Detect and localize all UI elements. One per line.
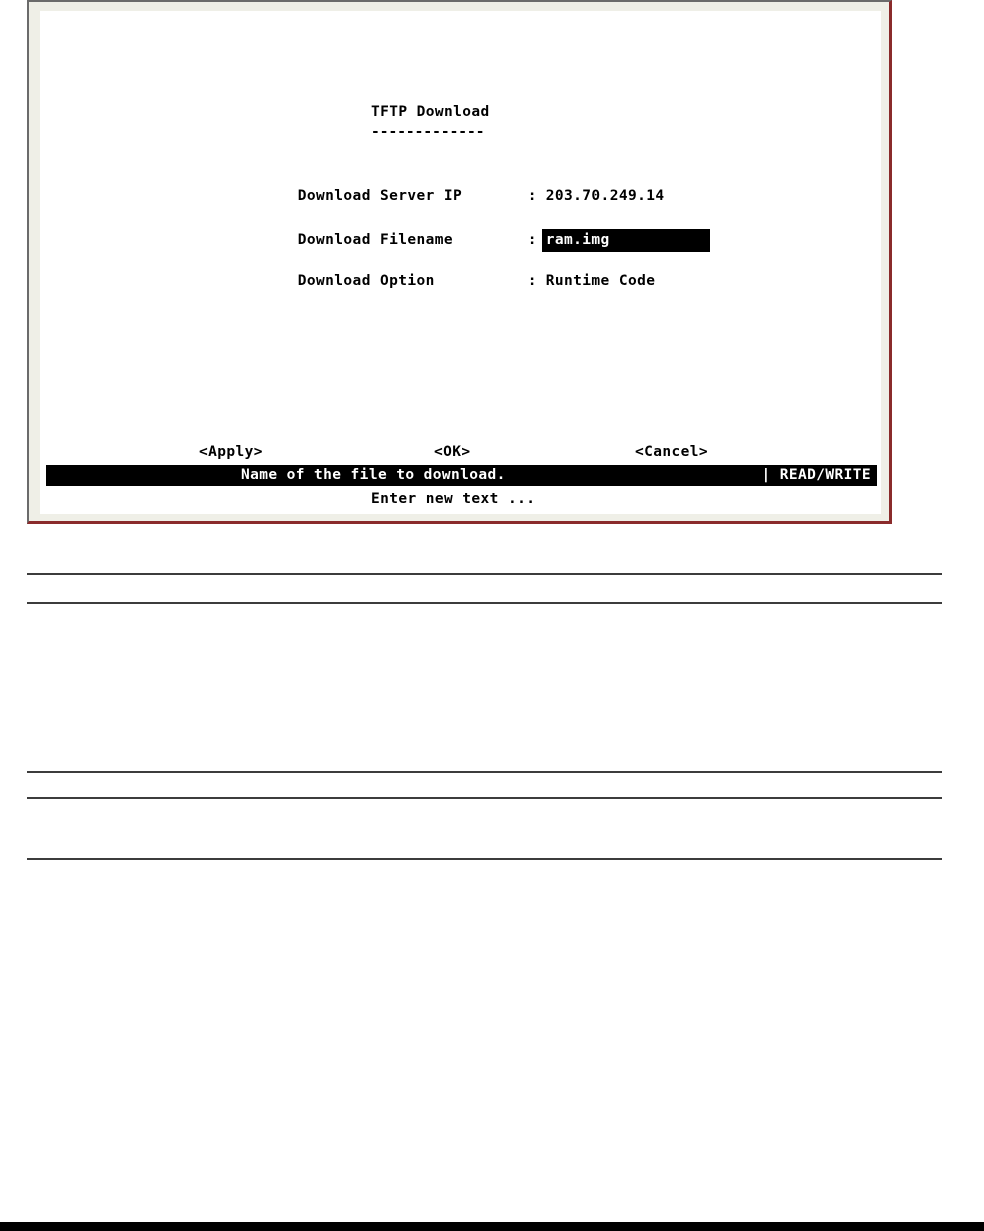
- divider-1: [27, 573, 942, 575]
- input-hint: Enter new text ...: [371, 491, 536, 507]
- field-value-download-server-ip[interactable]: 203.70.249.14: [545, 188, 665, 204]
- cancel-button[interactable]: <Cancel>: [635, 444, 709, 460]
- terminal-screen: [39, 10, 882, 515]
- divider-3: [27, 771, 942, 773]
- apply-button[interactable]: <Apply>: [199, 444, 263, 460]
- status-bar: [46, 465, 877, 486]
- field-label-download-server-ip: Download Server IP: [297, 188, 463, 204]
- field-value-download-option[interactable]: Runtime Code: [545, 273, 656, 289]
- status-message: Name of the file to download.: [241, 467, 506, 483]
- access-mode-badge: | READ/WRITE: [761, 467, 871, 483]
- divider-2: [27, 602, 942, 604]
- terminal-window-frame: [27, 0, 892, 524]
- field-colon-download-filename: :: [527, 232, 537, 248]
- field-colon-download-option: :: [527, 273, 537, 289]
- field-label-download-option: Download Option: [297, 273, 435, 289]
- ok-button[interactable]: <OK>: [434, 444, 471, 460]
- title-underline: -------------: [371, 124, 485, 140]
- button-row: [40, 443, 882, 463]
- field-row-download-option[interactable]: [243, 254, 655, 308]
- page-bottom-bar: [0, 1222, 984, 1231]
- download-filename-input[interactable]: ram.img: [542, 229, 710, 252]
- field-colon-download-server-ip: :: [527, 188, 537, 204]
- divider-4: [27, 797, 942, 799]
- divider-5: [27, 858, 942, 860]
- field-label-download-filename: Download Filename: [297, 232, 453, 248]
- page-title: TFTP Download: [371, 104, 490, 120]
